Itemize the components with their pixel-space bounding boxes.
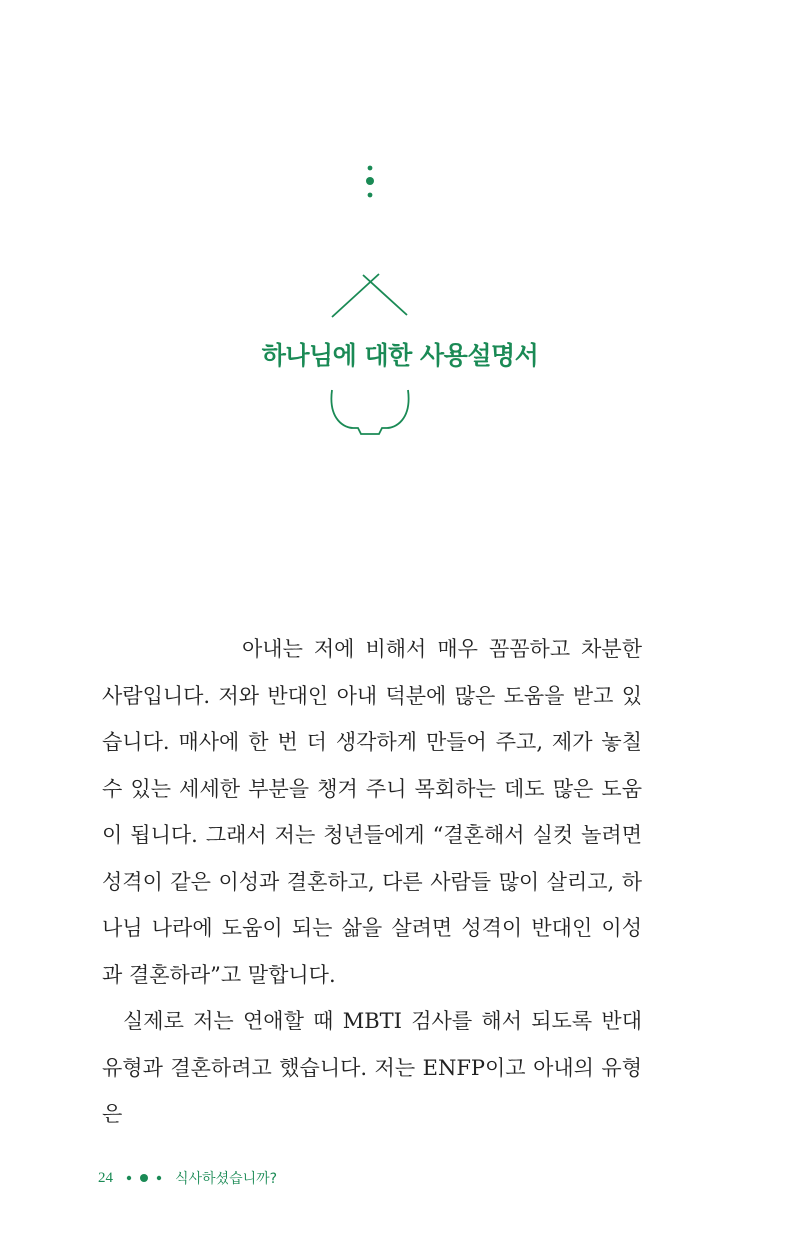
page-footer [98, 1166, 277, 1190]
vertical-dots-ornament [364, 164, 376, 200]
paragraph: 실제로 저는 연애할 때 MBTI 검사를 해서 되도록 반대 유형과 결혼하려고 했습니다. 저는 ENFP이고 아내의 유형은 [102, 1009, 642, 1126]
footer-dots-ornament [125, 1172, 163, 1184]
chapter-title: 하나님에 대한 사용설명서 [261, 341, 539, 370]
body-text [102, 626, 642, 1138]
paragraph: 아내는 저에 비해서 매우 꼼꼼하고 차분한 사람입니다. 저와 반대인 아내 덕분에 많은 도움을 받고 있습니다. 매사에 한 번 더 생각하게 만들어 주고, 제가 놓칠 수 있는 세세한 부분을 챙겨 주니 목회하는 데도 많은 도움이 됩니다. 그래서 저는 청년들에게 “결혼해서 실컷 놀려면 성격이 같은 이성과 결혼하고, 다른 사람들 많이 살리고, 하나님 나라에 도움이 되는 삶을 살려면 성격이 반대인 이성과 결혼하라”고 말합니다. [102, 637, 642, 987]
page-number: 24 [98, 1169, 113, 1186]
book-title: 식사하셨습니까? [175, 1171, 278, 1187]
